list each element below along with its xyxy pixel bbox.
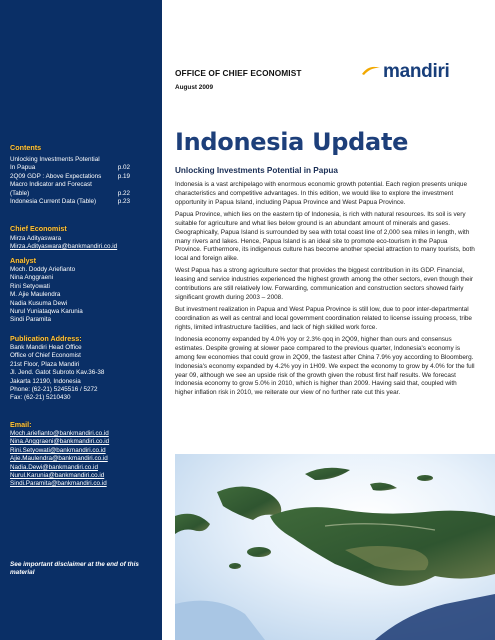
papua-satellite-map — [175, 454, 495, 640]
address-line: Jakarta 12190, Indonesia — [10, 377, 81, 385]
article-body — [175, 181, 475, 401]
toc-item[interactable] — [10, 198, 130, 206]
toc-page: p.23 — [117, 198, 130, 206]
analyst-heading: Analyst — [10, 256, 36, 265]
toc-item[interactable] — [10, 164, 130, 172]
toc-item[interactable] — [10, 190, 130, 198]
toc-page: p.02 — [117, 164, 130, 172]
paragraph: Indonesia economy expanded by 4.0% yoy or 2.3% qoq in 2Q09, higher than ours and consensus estimates. Despite growing at slower pace compared to the previous quarter, Indonesia's economy is among few economies that could grow in 2Q09, the fastest after China 7.9% yoy according to Bloomberg. Indonesia's economy expanded by 4.2% yoy in 1H09. We expect the economy to grow by 4.0% for the full year 09, although we see an upside risk of the growth given the robust first half results. We forecast Indonesia economy to grow 5.0% in 2010, which is higher than 2009. Having said that, coupled with higher inflation risk in 2010, we reiterate our view of no further rate cut this year. — [175, 335, 475, 397]
office-title: OFFICE OF CHIEF ECONOMIST — [175, 68, 302, 78]
analyst-name: Nadia Kusuma Dewi — [10, 299, 68, 307]
chief-email-link[interactable]: Mirza.Adityaswara@bankmandiri.co.id — [10, 243, 118, 251]
logo-wordmark: mandiri — [383, 61, 450, 82]
toc-item[interactable] — [10, 173, 130, 181]
paragraph: Indonesia is a vast archipelago with enormous economic growth potential. Each region presents unique characteristics and competitive advantages. In this edition, we would like to explore the investment opportunity in Papua Island, including Papua Province and West Papua Province. — [175, 181, 468, 206]
address-line: Phone: (62-21) 5245516 / 5272 — [10, 386, 98, 394]
contents-heading: Contents — [10, 143, 42, 152]
email-heading: Email: — [10, 420, 32, 429]
address-line: Bank Mandiri Head Office — [10, 344, 82, 351]
paragraph: But investment realization in Papua and West Papua Province is still low, due to poor inter-departmental coordination as well as central and local government coordination related to license issuing process, tribe rights, limited infrastructure facilities, and lack of high skilled work force. — [175, 306, 472, 331]
email-link[interactable]: Moch.ariefianto@bankmandiri.co.id — [10, 430, 109, 437]
paragraph: Papua Province, which lies on the eastern tip of Indonesia, is rich with natural resources. Its soil is very suitable for agriculture and what lies below ground is an abundant amount of minerals and gases. Geographically, Papua Island is surrounded by sea with total coast line of 2,000 sea miles in length, with many rivers and lakes. Hence, Papua Island is an ideal site to promote eco-tourism in the Papua Province. Furthermore, its indigenous culture has become another special attraction to many tourists, both local and foreign alike. — [175, 210, 475, 263]
analyst-section — [10, 256, 83, 325]
address-line: Jl. Jend. Gatot Subroto Kav.36-38 — [10, 369, 105, 377]
email-link[interactable]: Nurul.Karunia@bankmandiri.co.id — [10, 472, 105, 480]
page-title: Indonesia Update — [175, 128, 409, 156]
toc-page: p.22 — [117, 189, 130, 197]
disclaimer-note: See important disclaimer at the end of this material — [10, 561, 139, 577]
email-link[interactable]: Ajie.Maulendra@bankmandiri.co.id — [10, 455, 108, 463]
analyst-name: Nurul Yuniataqwa Karunia — [10, 308, 83, 316]
email-section — [10, 420, 109, 489]
chief-heading: Chief Economist — [10, 224, 67, 233]
toc-title: 2Q09 GDP : Above Expectations — [10, 172, 102, 180]
publication-section — [10, 334, 104, 403]
address-line: 21st Floor, Plaza Mandiri — [10, 360, 80, 368]
analyst-name: Nina Anggraeni — [10, 274, 54, 282]
toc-title: Indonesia Current Data (Table) — [10, 198, 97, 206]
paragraph: West Papua has a strong agriculture sector that provides the biggest contribution in its GDP. Financial, leasing and service industries experienced the highest growth among the other sectors, even though their contributions are still relatively low. Forwarding, communication and construction sectors showed fairly significant growth during 2003 – 2008. — [175, 267, 474, 302]
contents-section — [10, 143, 41, 152]
sidebar — [0, 0, 162, 640]
chief-name: Mirza Adityaswara — [10, 235, 62, 242]
email-link[interactable]: Rini.Setyowati@bankmandiri.co.id — [10, 446, 106, 454]
chief-section — [10, 224, 117, 252]
mandiri-logo — [361, 61, 471, 86]
address-line: Office of Chief Economist — [10, 352, 81, 360]
toc-title: In Papua — [10, 164, 36, 172]
analyst-name: M. Ajie Maulendra — [10, 291, 61, 299]
toc-list — [10, 156, 130, 206]
address-line: Fax: (62-21) 5210430 — [10, 394, 71, 402]
email-link[interactable]: Nina.Anggraeni@bankmandiri.co.id — [10, 438, 110, 446]
toc-page: p.19 — [117, 172, 130, 180]
email-link[interactable]: Nadia.Dewi@bankmandiri.co.id — [10, 463, 98, 471]
email-link[interactable]: Sindi.Paramita@bankmandiri.co.id — [10, 480, 107, 488]
publication-date: August 2009 — [175, 84, 214, 91]
publication-heading: Publication Address: — [10, 334, 82, 343]
article-subtitle: Unlocking Investments Potential in Papua — [175, 166, 338, 175]
toc-line[interactable]: Unlocking Investments Potential — [10, 156, 100, 163]
logo-swoosh-icon — [361, 65, 381, 77]
toc-line[interactable]: Macro Indicator and Forecast — [10, 181, 92, 189]
analyst-name: Rini Setyowati — [10, 282, 50, 290]
analyst-name: Sindi Paramita — [10, 316, 51, 324]
analyst-name: Moch. Doddy Ariefianto — [10, 266, 76, 273]
toc-title: (Table) — [10, 189, 30, 197]
